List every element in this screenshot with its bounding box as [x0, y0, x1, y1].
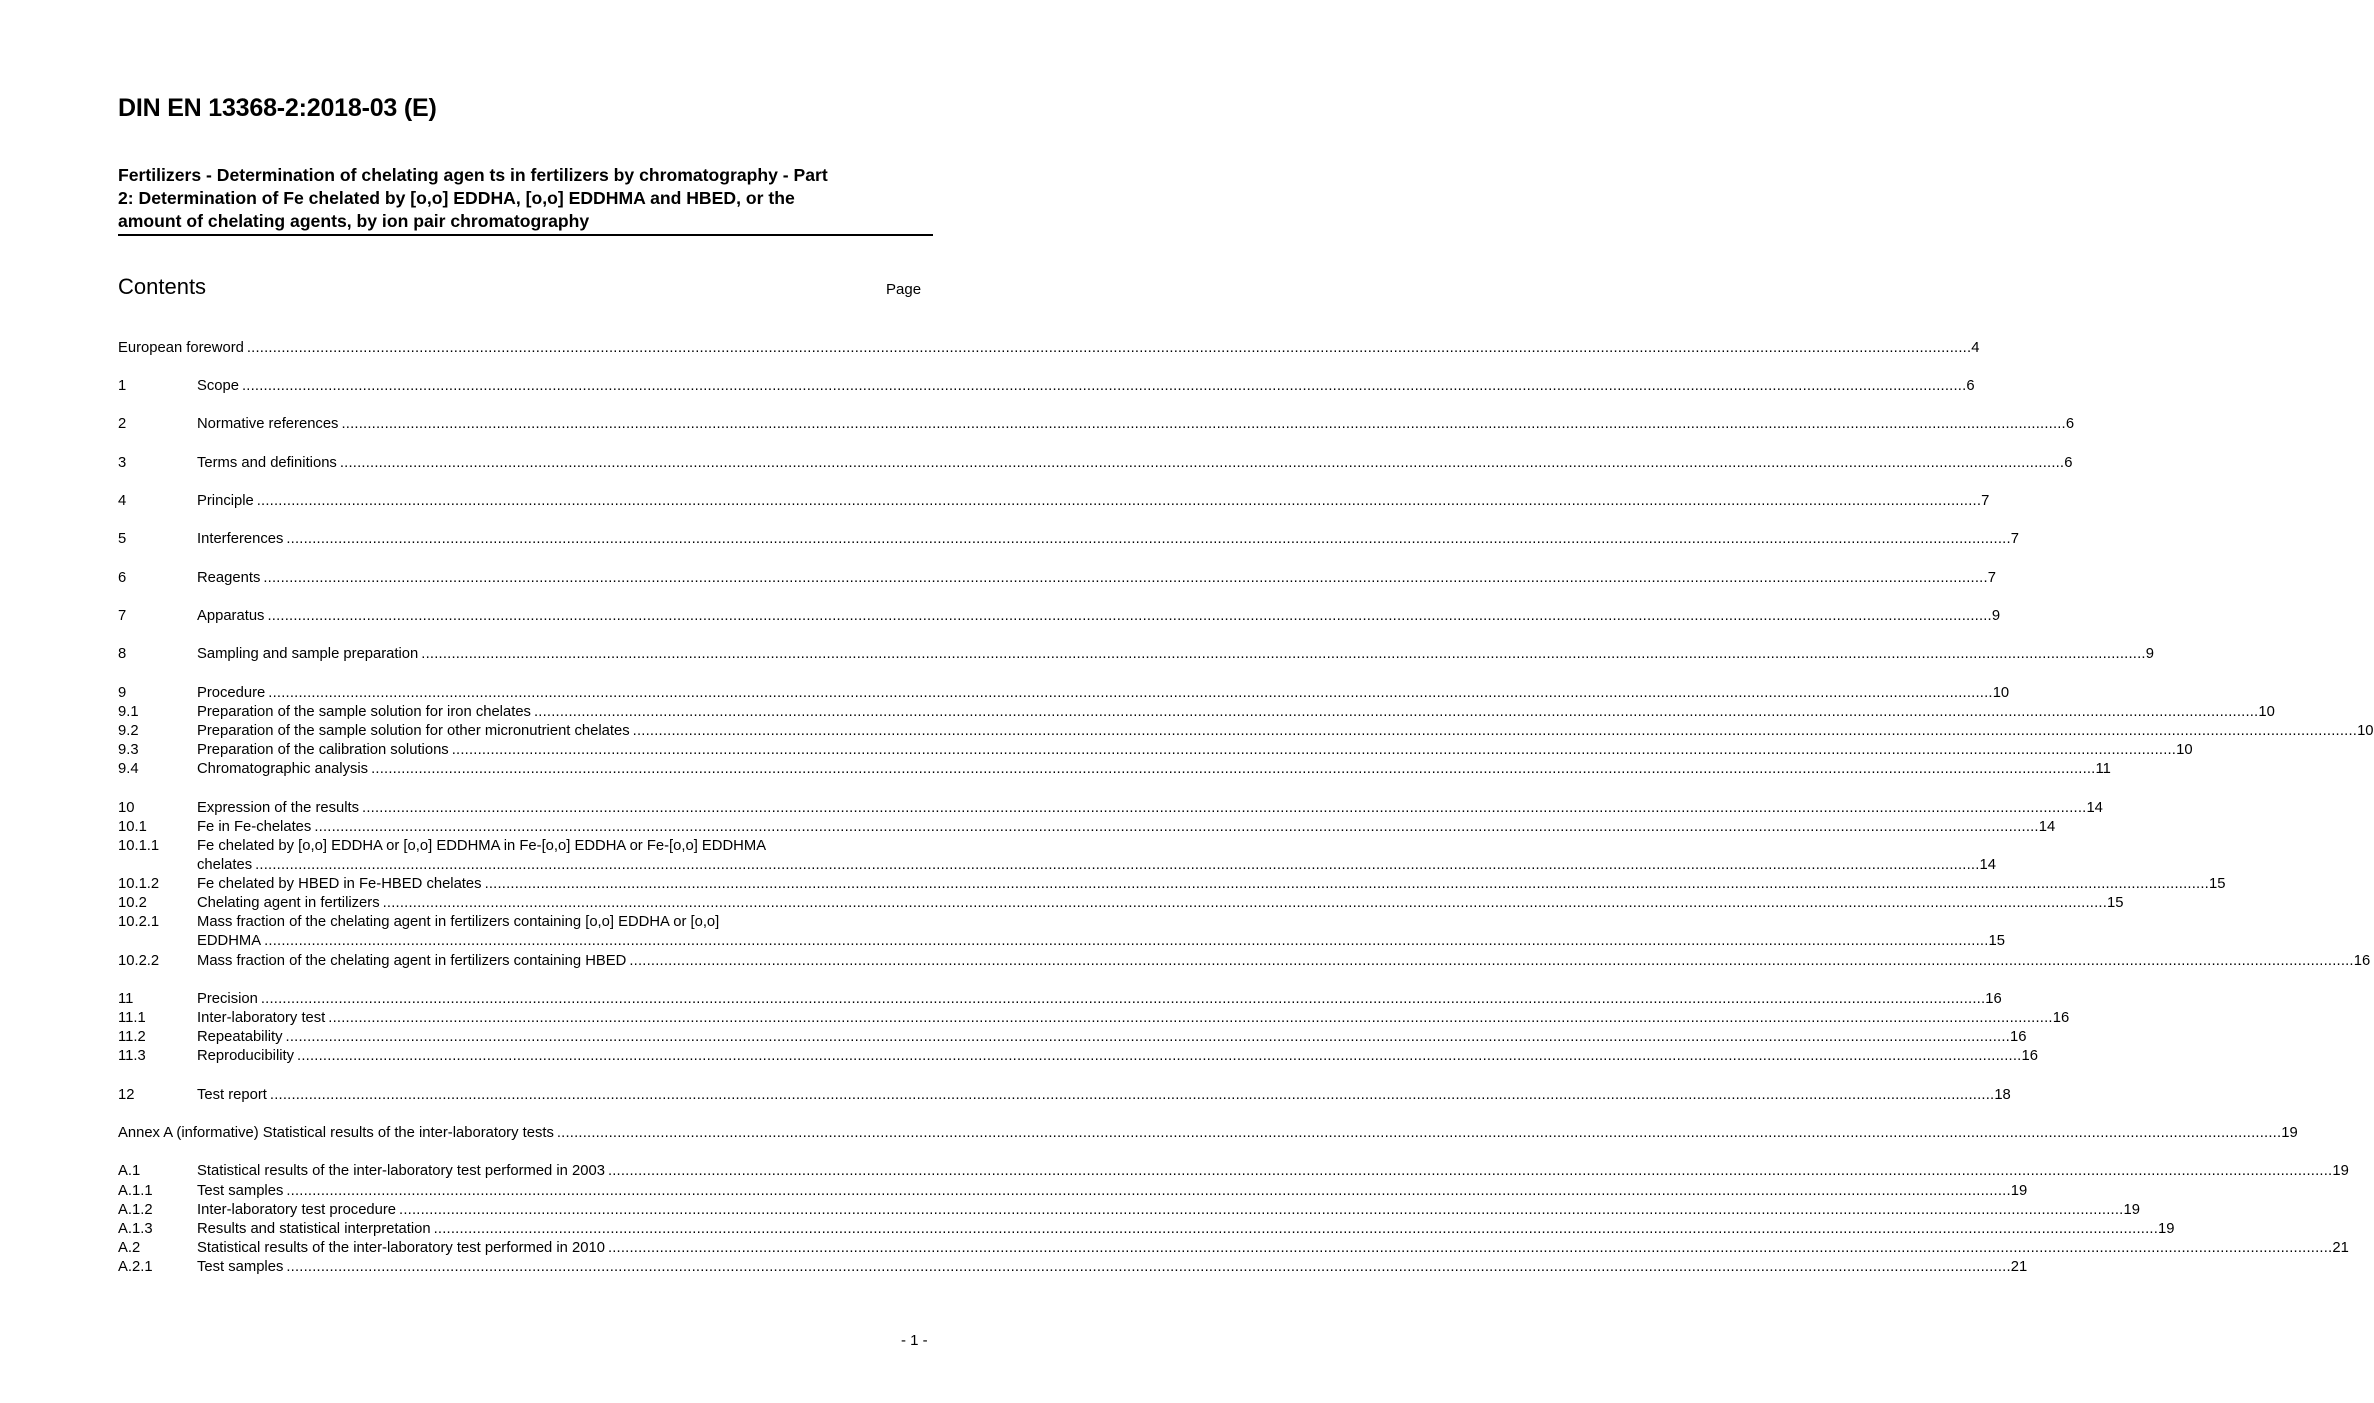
- toc-entry-title: Results and statistical interpretation: [197, 1221, 431, 1237]
- toc-entry-page: 4: [1971, 340, 1980, 356]
- toc-entry[interactable]: [118, 952, 2371, 971]
- toc-entry-title-continuation: chelates: [197, 857, 253, 873]
- toc-entry-title: Preparation of the sample solution for iron chelates: [197, 704, 531, 720]
- leader-dots: ................................................................................................................................................................................................................................................................................................................................................................................................................: [382, 895, 2108, 911]
- toc-entry-title-cell: [197, 377, 1975, 396]
- toc-entry[interactable]: [118, 1086, 2011, 1105]
- toc-entry-title-cell: [197, 1201, 2140, 1220]
- toc-entry-number: 11.2: [118, 1029, 146, 1045]
- toc-entry-number: 10: [118, 800, 135, 816]
- toc-entry-number: A.1.1: [118, 1183, 153, 1199]
- leader-dots: ................................................................................................................................................................................................................................................................................................................................................................................................................: [286, 531, 2011, 547]
- toc-entry[interactable]: [118, 741, 2193, 760]
- toc-entry-title: Inter-laboratory test procedure: [197, 1202, 397, 1218]
- toc-entry-number: 9.3: [118, 742, 139, 758]
- toc-entry-continuation[interactable]: [118, 932, 2006, 951]
- toc-entry-title-cell: [197, 703, 2275, 722]
- toc-entry-number: 12: [118, 1087, 135, 1103]
- toc-entry-title: Fe in Fe-chelates: [197, 819, 312, 835]
- toc-entry[interactable]: [118, 607, 2001, 626]
- toc-entry-title-cell: [197, 1182, 2028, 1201]
- leader-dots: ................................................................................................................................................................................................................................................................................................................................................................................................................: [339, 455, 2065, 471]
- toc-entry[interactable]: [118, 990, 2002, 1009]
- toc-entry-title-cell: [197, 1239, 2349, 1258]
- toc-entry-page: 6: [1966, 378, 1975, 394]
- toc-entry-page: 6: [2064, 455, 2073, 471]
- toc-entry-title: Procedure: [197, 685, 266, 701]
- toc-entry-number: 3: [118, 455, 127, 471]
- leader-dots: ................................................................................................................................................................................................................................................................................................................................................................................................................: [421, 646, 2146, 662]
- toc-entry-number: 10.1.2: [118, 876, 160, 892]
- toc-entry[interactable]: [118, 875, 2226, 894]
- leader-dots: ................................................................................................................................................................................................................................................................................................................................................................................................................: [399, 1202, 2124, 1218]
- leader-dots: ................................................................................................................................................................................................................................................................................................................................................................................................................: [607, 1163, 2333, 1179]
- toc-entry-title-cell: [118, 1124, 2298, 1143]
- toc-entry-title: Repeatability: [197, 1029, 283, 1045]
- leader-dots: ................................................................................................................................................................................................................................................................................................................................................................................................................: [433, 1221, 2159, 1237]
- toc-entry-title: Fe chelated by HBED in Fe-HBED chelates: [197, 876, 482, 892]
- toc-entry-page: 16: [2052, 1010, 2070, 1026]
- toc-entry[interactable]: [118, 837, 920, 856]
- toc-entry-title-cell: [197, 894, 2124, 913]
- toc-entry-title-cell: [197, 1047, 2038, 1066]
- toc-entry-continuation[interactable]: [118, 856, 1997, 875]
- toc-entry-title: Mass fraction of the chelating agent in fertilizers containing HBED: [197, 953, 627, 969]
- toc-entry-title: Preparation of the sample solution for other micronutrient chelates: [197, 723, 630, 739]
- toc-entry-title: Apparatus: [197, 608, 265, 624]
- toc-entry-title-cell: [197, 856, 1997, 875]
- leader-dots: ................................................................................................................................................................................................................................................................................................................................................................................................................: [451, 742, 2177, 758]
- toc-entry[interactable]: [118, 1258, 2028, 1277]
- toc-entry[interactable]: [118, 760, 2111, 779]
- toc-entry-page: 7: [2010, 531, 2020, 547]
- table-of-contents: [118, 0, 2374, 1403]
- toc-entry[interactable]: [118, 913, 920, 932]
- leader-dots: ................................................................................................................................................................................................................................................................................................................................................................................................................: [314, 819, 2039, 835]
- toc-entry-number: 1: [118, 378, 127, 394]
- toc-entry-page: 9: [2145, 646, 2154, 662]
- toc-entry-title: Reproducibility: [197, 1048, 295, 1064]
- toc-entry-title-cell: [197, 952, 2371, 971]
- toc-entry[interactable]: [118, 703, 2275, 722]
- toc-entry-title-cell: [197, 990, 2002, 1009]
- leader-dots: ................................................................................................................................................................................................................................................................................................................................................................................................................: [255, 857, 1980, 873]
- leader-dots: ................................................................................................................................................................................................................................................................................................................................................................................................................: [286, 1259, 2011, 1275]
- toc-entry-title-cell: [197, 818, 2056, 837]
- toc-entry-title: Reagents: [197, 570, 261, 586]
- leader-dots: ................................................................................................................................................................................................................................................................................................................................................................................................................: [556, 1125, 2282, 1141]
- toc-entry-page: 16: [2353, 953, 2371, 969]
- leader-dots: ................................................................................................................................................................................................................................................................................................................................................................................................................: [607, 1240, 2333, 1256]
- toc-entry[interactable]: [118, 722, 2374, 741]
- toc-entry-number: 11.3: [118, 1048, 146, 1064]
- toc-entry-page: 15: [2107, 895, 2124, 911]
- toc-entry-number: 9.2: [118, 723, 139, 739]
- toc-entry[interactable]: [118, 1182, 2028, 1201]
- toc-entry-number: A.1: [118, 1163, 141, 1179]
- toc-entry-number: 9.4: [118, 761, 139, 777]
- toc-entry[interactable]: [118, 377, 1975, 396]
- toc-entry-number: 10.2: [118, 895, 147, 911]
- toc-entry[interactable]: [118, 1201, 2140, 1220]
- toc-entry-page: 16: [1985, 991, 2002, 1007]
- toc-entry[interactable]: [118, 530, 2020, 549]
- toc-entry-page: 11: [2095, 761, 2111, 777]
- toc-entry-page: 14: [2086, 800, 2103, 816]
- toc-entry-title-cell: [118, 339, 1980, 358]
- toc-entry-title: Normative references: [197, 416, 339, 432]
- toc-entry-title-cell: [197, 1009, 2070, 1028]
- leader-dots: ................................................................................................................................................................................................................................................................................................................................................................................................................: [371, 761, 2096, 777]
- toc-entry-title-cell: [197, 454, 2073, 473]
- toc-entry-title: Principle: [197, 493, 254, 509]
- toc-entry-page: 10: [2258, 704, 2275, 720]
- leader-dots: ................................................................................................................................................................................................................................................................................................................................................................................................................: [533, 704, 2259, 720]
- toc-entry-title-cell: [197, 415, 2075, 434]
- toc-entry-title: Fe chelated by [o,o] EDDHA or [o,o] EDDHMA in Fe-[o,o] EDDHA or Fe-[o,o] EDDHMA: [197, 838, 767, 854]
- toc-entry-number: 11: [118, 991, 134, 1007]
- toc-entry-title-cell: [197, 569, 1996, 588]
- leader-dots: ................................................................................................................................................................................................................................................................................................................................................................................................................: [260, 991, 1986, 1007]
- leader-dots: ................................................................................................................................................................................................................................................................................................................................................................................................................: [484, 876, 2209, 892]
- page-number-footer: - 1 -: [901, 1332, 928, 1349]
- toc-entry-page: 19: [2158, 1221, 2175, 1237]
- toc-entry[interactable]: [118, 492, 1990, 511]
- page-column-heading: Page: [886, 281, 922, 298]
- toc-entry-title: Sampling and sample preparation: [197, 646, 419, 662]
- leader-dots: ................................................................................................................................................................................................................................................................................................................................................................................................................: [268, 685, 1993, 701]
- toc-entry-title-cell: [197, 875, 2226, 894]
- toc-entry[interactable]: [118, 1047, 2038, 1066]
- toc-entry-title: Test samples: [197, 1259, 284, 1275]
- toc-entry-title-cell: [197, 913, 920, 932]
- toc-entry-title-cell: [197, 1162, 2349, 1181]
- toc-entry-number: A.1.2: [118, 1202, 153, 1218]
- toc-entry-title: Preparation of the calibration solutions: [197, 742, 449, 758]
- toc-entry-page: 15: [1988, 933, 2006, 949]
- toc-entry-title: Annex A (informative) Statistical results of the inter-laboratory tests: [118, 1125, 554, 1141]
- toc-entry-number: 8: [118, 646, 127, 662]
- toc-entry-number: 4: [118, 493, 127, 509]
- document-id: DIN EN 13368-2:2018-03 (E): [118, 94, 437, 122]
- leader-dots: ................................................................................................................................................................................................................................................................................................................................................................................................................: [362, 800, 2087, 816]
- toc-entry-number: 5: [118, 531, 127, 547]
- toc-entry-page: 19: [2332, 1163, 2349, 1179]
- toc-entry[interactable]: [118, 1124, 2298, 1143]
- toc-entry-number: 9: [118, 685, 127, 701]
- title-line: 2: Determination of Fe chelated by [o,o] EDDHA, [o,o] EDDHMA and HBED, or the: [118, 188, 795, 208]
- toc-entry[interactable]: [118, 818, 2056, 837]
- toc-entry-title: Expression of the results: [197, 800, 360, 816]
- toc-entry-title: Precision: [197, 991, 258, 1007]
- leader-dots: ................................................................................................................................................................................................................................................................................................................................................................................................................: [286, 1183, 2011, 1199]
- toc-entry[interactable]: [118, 645, 2154, 664]
- leader-dots: ................................................................................................................................................................................................................................................................................................................................................................................................................: [285, 1029, 2010, 1045]
- toc-entry[interactable]: [118, 1009, 2070, 1028]
- toc-entry-number: 11.1: [118, 1010, 146, 1026]
- toc-entry-number: 10.1.1: [118, 838, 160, 854]
- leader-dots: ................................................................................................................................................................................................................................................................................................................................................................................................................: [256, 493, 1982, 509]
- toc-entry-title: Chromatographic analysis: [197, 761, 369, 777]
- toc-entry-title-cell: [197, 645, 2154, 664]
- toc-entry-page: 19: [2123, 1202, 2140, 1218]
- toc-entry[interactable]: [118, 339, 1980, 358]
- toc-entry-number: 7: [118, 608, 127, 624]
- toc-entry-title: Statistical results of the inter-laboratory test performed in 2010: [197, 1240, 605, 1256]
- toc-entry-number: 6: [118, 570, 127, 586]
- toc-entry-page: 19: [2010, 1183, 2028, 1199]
- toc-entry-title-cell: [197, 607, 2001, 626]
- toc-entry-title-cell: [197, 799, 2103, 818]
- toc-entry-page: 19: [2281, 1125, 2298, 1141]
- toc-entry-page: 7: [1981, 493, 1990, 509]
- leader-dots: ................................................................................................................................................................................................................................................................................................................................................................................................................: [269, 1087, 1995, 1103]
- toc-entry-title-cell: [197, 1258, 2028, 1277]
- toc-entry[interactable]: [118, 1028, 2027, 1047]
- toc-entry-page: 16: [2009, 1029, 2027, 1045]
- toc-entry-title: Mass fraction of the chelating agent in fertilizers containing [o,o] EDDHA or [o,o]: [197, 914, 720, 930]
- toc-entry[interactable]: [118, 454, 2073, 473]
- contents-heading: Contents: [118, 274, 207, 299]
- toc-entry-number: 10.2.1: [118, 914, 160, 930]
- toc-entry-title: Statistical results of the inter-laboratory test performed in 2003: [197, 1163, 605, 1179]
- toc-entry-number: 10.2.2: [118, 953, 160, 969]
- toc-entry-number: A.2: [118, 1240, 141, 1256]
- toc-entry-title: Chelating agent in fertilizers: [197, 895, 380, 911]
- toc-entry-number: 2: [118, 416, 127, 432]
- toc-entry-title-cell: [197, 722, 2374, 741]
- leader-dots: ................................................................................................................................................................................................................................................................................................................................................................................................................: [246, 340, 1972, 356]
- toc-entry[interactable]: [118, 1162, 2349, 1181]
- leader-dots: ................................................................................................................................................................................................................................................................................................................................................................................................................: [328, 1010, 2053, 1026]
- leader-dots: ................................................................................................................................................................................................................................................................................................................................................................................................................: [241, 378, 1967, 394]
- toc-entry-title: Inter-laboratory test: [197, 1010, 326, 1026]
- leader-dots: ................................................................................................................................................................................................................................................................................................................................................................................................................: [341, 416, 2066, 432]
- toc-entry-page: 18: [1994, 1087, 2011, 1103]
- toc-entry-number: A.1.3: [118, 1221, 153, 1237]
- toc-entry[interactable]: [118, 1239, 2349, 1258]
- title-line: Fertilizers - Determination of chelating agen ts in fertilizers by chromatography - Part: [118, 165, 828, 185]
- toc-entry-number: 9.1: [118, 704, 139, 720]
- toc-entry-page: 21: [2332, 1240, 2349, 1256]
- toc-entry-page: 6: [2065, 416, 2075, 432]
- toc-entry-title-cell: [197, 760, 2111, 779]
- toc-entry-page: 10: [2357, 723, 2374, 739]
- toc-entry-title: European foreword: [118, 340, 244, 356]
- toc-entry-title: Test samples: [197, 1183, 284, 1199]
- toc-entry-page: 16: [2021, 1048, 2038, 1064]
- toc-entry-title: Test report: [197, 1087, 267, 1103]
- toc-entry[interactable]: [118, 894, 2124, 913]
- toc-entry-title: Interferences: [197, 531, 284, 547]
- toc-entry-page: 21: [2010, 1259, 2028, 1275]
- toc-entry-page: 14: [2038, 819, 2056, 835]
- toc-entry[interactable]: [118, 684, 2010, 703]
- toc-entry[interactable]: [118, 569, 1996, 588]
- leader-dots: ................................................................................................................................................................................................................................................................................................................................................................................................................: [629, 953, 2354, 969]
- toc-entry-page: 9: [1991, 608, 2001, 624]
- toc-entry-title-cell: [197, 1028, 2027, 1047]
- toc-entry-title-continuation: EDDHMA: [197, 933, 262, 949]
- toc-entry-page: 10: [2176, 742, 2193, 758]
- leader-dots: ................................................................................................................................................................................................................................................................................................................................................................................................................: [297, 1048, 2022, 1064]
- toc-entry[interactable]: [118, 415, 2075, 434]
- leader-dots: ................................................................................................................................................................................................................................................................................................................................................................................................................: [632, 723, 2358, 739]
- toc-entry-title-cell: [197, 492, 1990, 511]
- toc-entry-title-cell: [197, 1086, 2011, 1105]
- leader-dots: ................................................................................................................................................................................................................................................................................................................................................................................................................: [263, 570, 1988, 586]
- toc-entry[interactable]: [118, 1220, 2175, 1239]
- title-line: amount of chelating agents, by ion pair chromatography: [118, 211, 590, 231]
- toc-entry-page: 15: [2208, 876, 2226, 892]
- leader-dots: ................................................................................................................................................................................................................................................................................................................................................................................................................: [264, 933, 1989, 949]
- toc-entry-title-cell: [197, 1220, 2175, 1239]
- toc-entry-title: Terms and definitions: [197, 455, 337, 471]
- toc-entry-title-cell: [197, 837, 920, 856]
- toc-entry-title-cell: [197, 530, 2020, 549]
- toc-entry-title: Scope: [197, 378, 239, 394]
- toc-entry-title-cell: [197, 932, 2006, 951]
- toc-entry-number: A.2.1: [118, 1259, 153, 1275]
- leader-dots: ................................................................................................................................................................................................................................................................................................................................................................................................................: [267, 608, 1992, 624]
- toc-entry-page: 7: [1987, 570, 1996, 586]
- toc-entry-title-cell: [197, 684, 2010, 703]
- toc-entry-page: 10: [1992, 685, 2010, 701]
- toc-entry-page: 14: [1979, 857, 1997, 873]
- toc-entry[interactable]: [118, 799, 2103, 818]
- toc-entry-title-cell: [197, 741, 2193, 760]
- toc-entry-number: 10.1: [118, 819, 147, 835]
